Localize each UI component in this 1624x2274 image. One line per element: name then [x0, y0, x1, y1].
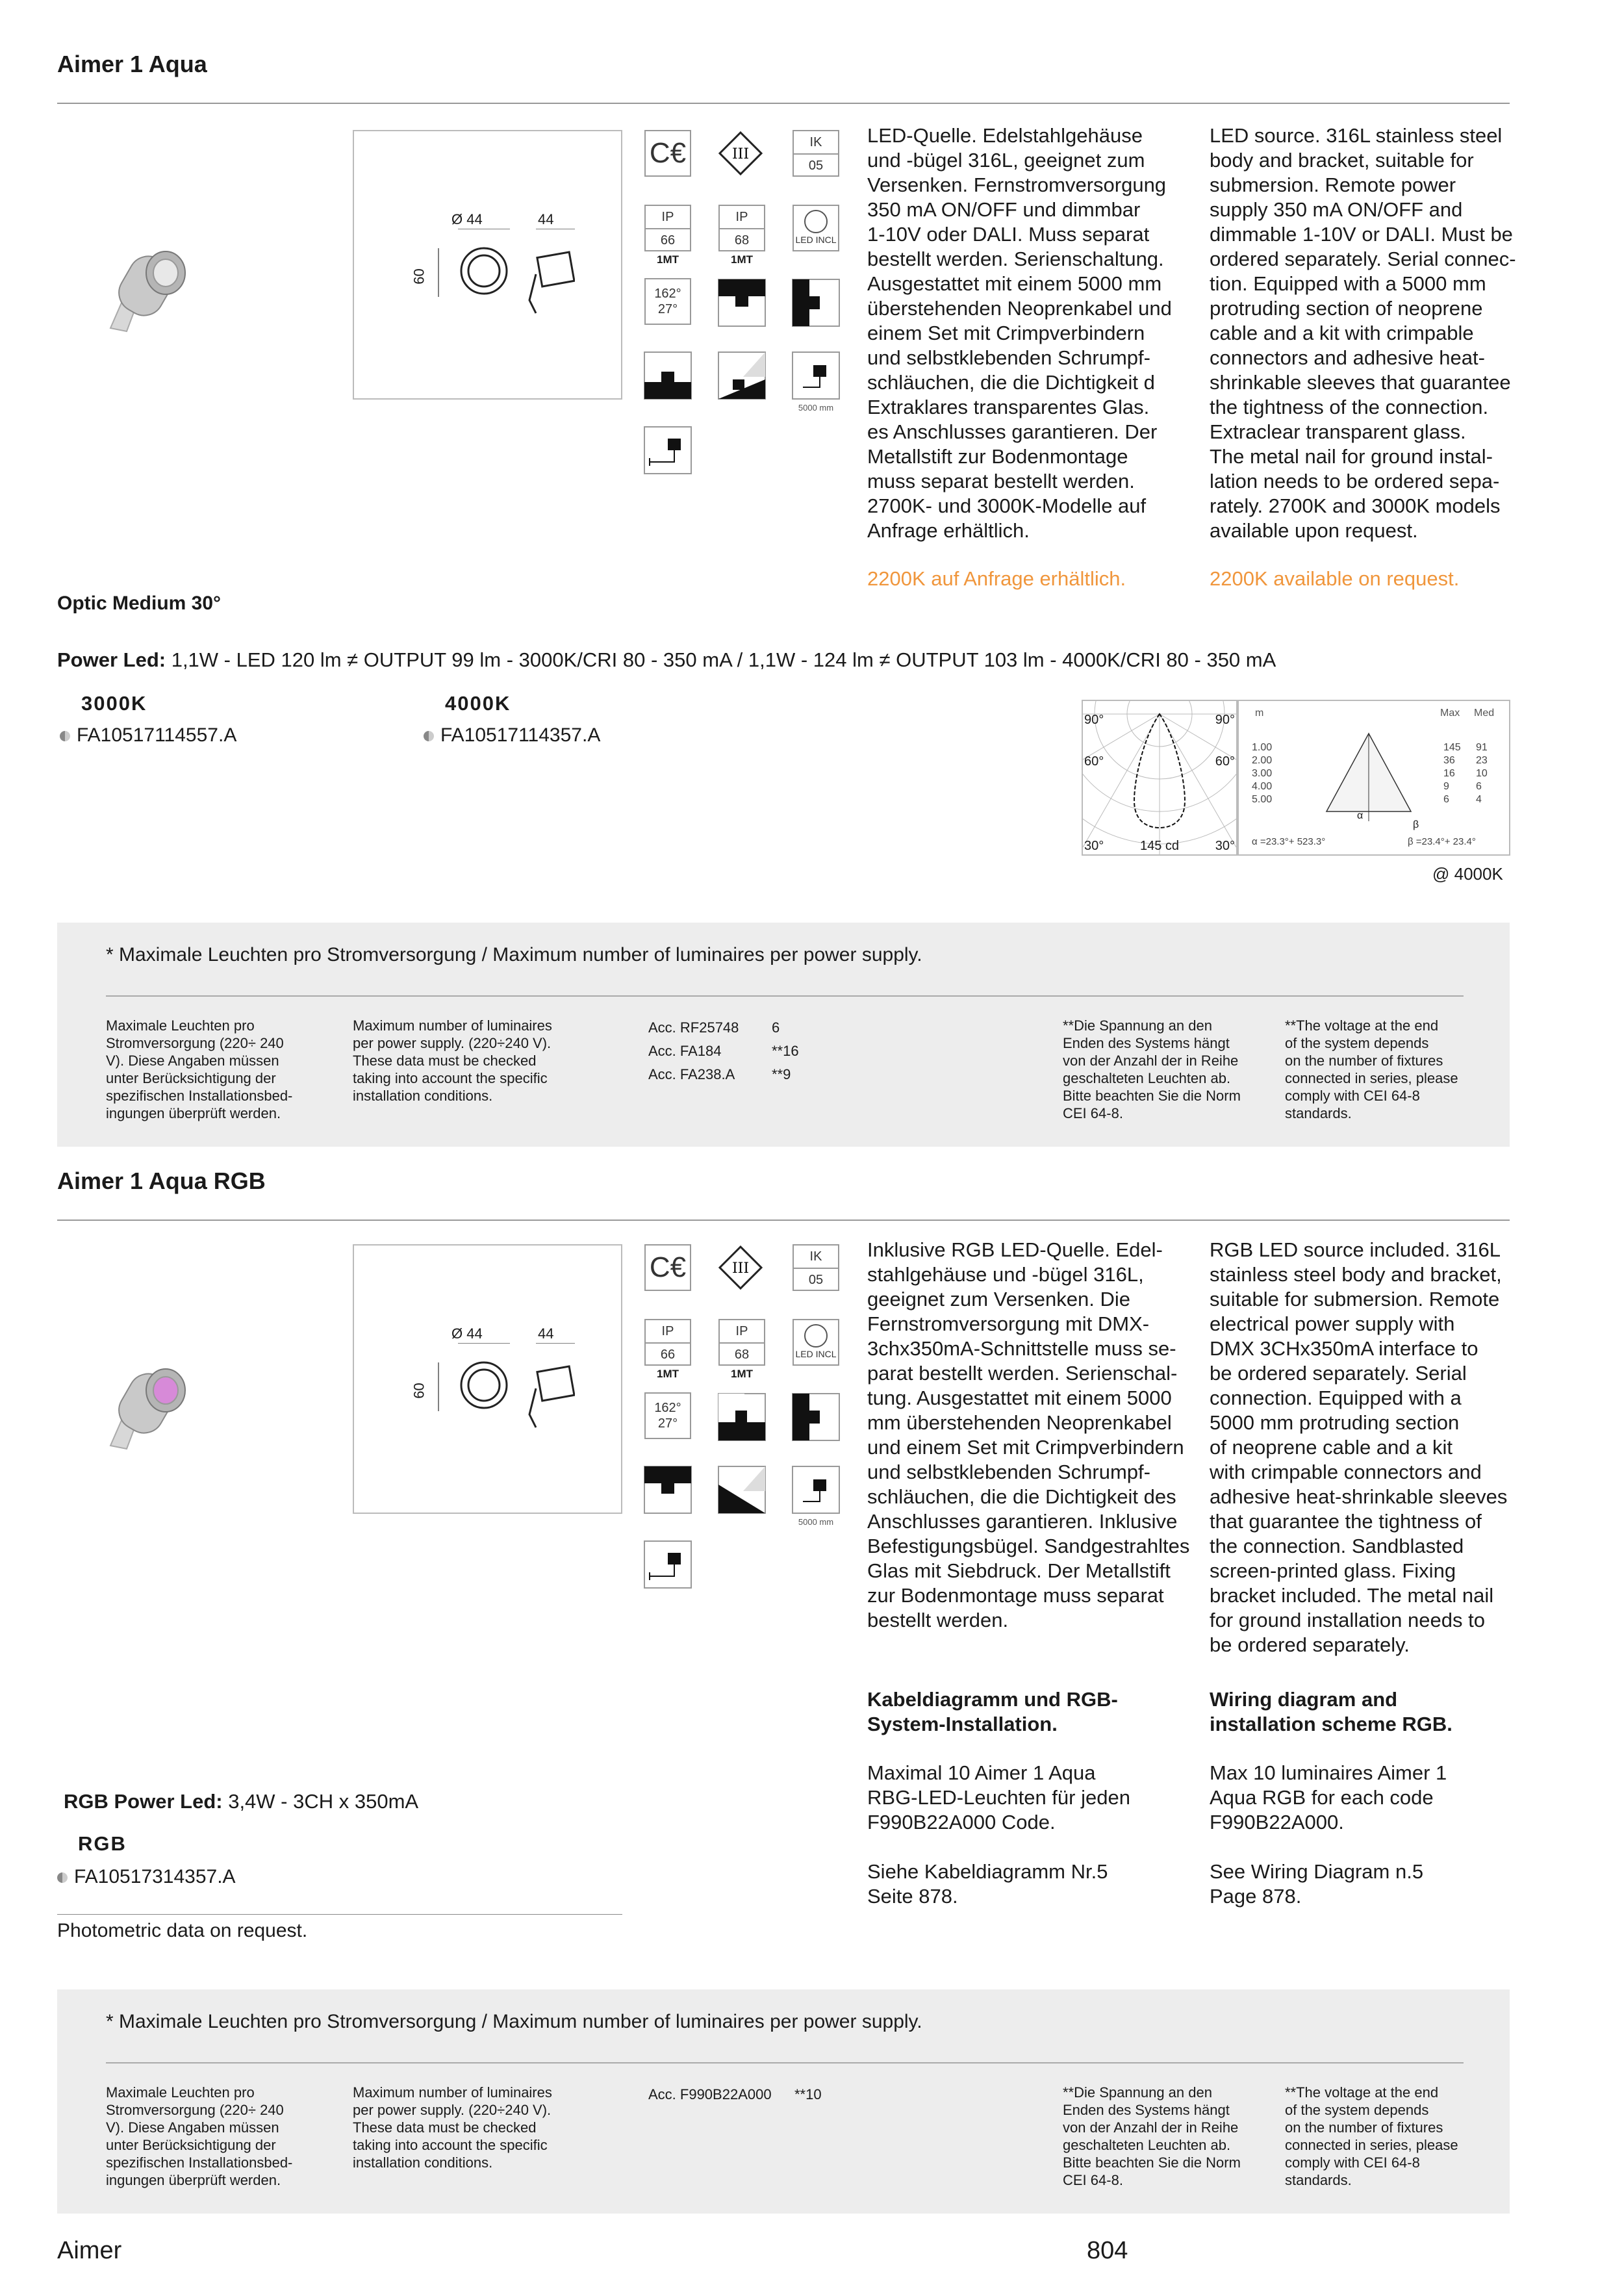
text-line: body and bracket, suitable for — [1210, 149, 1474, 172]
text-line: CEI 64-8. — [1063, 1105, 1123, 1121]
icons-grid: C€ III IK 05 IP 66 1MT IP 68 1MT LED INCL 162° 27° 5000 mm — [644, 1244, 846, 1595]
text-line: on the number of fixtures — [1285, 1053, 1443, 1069]
cone-row: 1.00 145 91 — [1252, 742, 1488, 753]
text-line: dimmable 1-10V or DALI. Must be — [1210, 223, 1513, 246]
text-line: taking into account the specific — [353, 1070, 548, 1086]
optic-label: Optic Medium 30° — [57, 593, 222, 614]
text-line: of neoprene cable and a kit — [1210, 1436, 1453, 1459]
text-line: Versenken. Fernstromversorgung — [867, 173, 1167, 196]
text-line: stainless steel body and bracket, — [1210, 1263, 1502, 1286]
text-line: mm überstehenden Neoprenkabel — [867, 1411, 1172, 1434]
beam-angle-icon: 162° 27° — [644, 278, 691, 325]
ip66-sub: 1MT — [657, 253, 679, 266]
text-line: per power supply. (220÷240 V). — [353, 2102, 552, 2118]
text-line: screen-printed glass. Fixing — [1210, 1559, 1456, 1582]
class-iii-icon — [717, 1244, 764, 1291]
text-line: cable and a kit with crimpable — [1210, 322, 1474, 344]
text-line: LED source. 316L stainless steel — [1210, 124, 1503, 147]
text-line: Anfrage erhältlich. — [867, 519, 1030, 542]
description-de — [867, 123, 1199, 543]
text-line: **Die Spannung an den — [1063, 2084, 1212, 2101]
accessory-row: Acc. F990B22A000 **10 — [648, 2086, 822, 2102]
text-line: 3chx350mA-Schnittstelle muss se- — [867, 1337, 1176, 1360]
text-line: geeignet zum Versenken. Die — [867, 1288, 1130, 1310]
text-line: unter Berücksichtigung der — [106, 1070, 276, 1086]
text-line: bestellt werden. Serienschaltung. — [867, 248, 1164, 270]
finish-icon — [60, 731, 70, 741]
text-line: of the system depends — [1285, 2102, 1429, 2118]
text-line: installation conditions. — [353, 2154, 493, 2171]
text-line: Inklusive RGB LED-Quelle. Edel- — [867, 1238, 1163, 1261]
text-line: bracket included. The metal nail — [1210, 1584, 1494, 1607]
text-line: geschalteten Leuchten ab. — [1063, 1070, 1231, 1086]
mount-ceiling-icon — [643, 1465, 692, 1514]
wiring-title-de — [867, 1687, 1118, 1737]
page-number: 804 — [1087, 2237, 1128, 2264]
power-supply-box: * Maximale Leuchten pro Stromversorgung / Maximum number of luminaires per power supply. Maximale Leuchten pro Stromversorgung (220÷ 240 V). Diese Angaben müssen unter Berücksichtigung der spezifischen Installationsbed- ingungen überprüft werden. Maximum number of luminaires per power supply. (220÷240 V). These data must be checked taking into account the specific installation conditions. Acc. F990B22A000 **10 **Die Spannung an den Enden des Systems hängt von der Anzahl der in Reihe geschalteten Leuchten ab. Bitte beachten Sie die Norm CEI 64-8. **The voltage at the end of the system depends on the number of fixtures connected in series, please comply with CEI 64-8 standards. — [57, 1989, 1510, 2214]
text-line: RBG-LED-Leuchten für jeden — [867, 1786, 1130, 1809]
text-line: for ground installation needs to — [1210, 1609, 1485, 1631]
text-line: connected in series, please — [1285, 2137, 1458, 2153]
accessory-row: Acc. FA238.A **9 — [648, 1066, 791, 1082]
product-code-rgb[interactable]: FA10517314357.A — [57, 1866, 236, 1888]
mount-spike-icon — [643, 1540, 692, 1589]
text-line: überstehenden Neoprenkabel und — [867, 297, 1172, 320]
mount-floor-icon — [643, 351, 692, 400]
text-line: 2700K- und 3000K-Modelle auf — [867, 494, 1147, 517]
text-line: connectors and adhesive heat- — [1210, 346, 1485, 369]
technical-drawing: Ø 44 44 60 — [353, 1244, 622, 1514]
text-line: Stromversorgung (220÷ 240 — [106, 1035, 284, 1051]
see-text-en — [1210, 1859, 1423, 1909]
cone-row: 2.00 36 23 — [1252, 755, 1488, 766]
text-line: Extraklares transparentes Glas. — [867, 396, 1150, 418]
mount-inclined-icon — [717, 1465, 767, 1514]
text-line: LED-Quelle. Edelstahlgehäuse — [867, 124, 1143, 147]
cable-length-icon — [791, 351, 841, 400]
text-line: Stromversorgung (220÷ 240 — [106, 2102, 284, 2118]
text-line: und einem Set mit Crimpverbindern — [867, 1436, 1184, 1459]
ip68-icon: IP 68 — [718, 205, 765, 251]
max-text-en — [1210, 1761, 1447, 1835]
text-line: DMX 3CHx350mA interface to — [1210, 1337, 1478, 1360]
product-code-4000k[interactable]: FA10517114357.A — [424, 724, 600, 747]
text-line: 350 mA ON/OFF und dimmbar — [867, 198, 1141, 221]
text-line: protruding section of neoprene — [1210, 297, 1483, 320]
text-line: einem Set mit Crimpverbindern — [867, 322, 1145, 344]
text-line: be ordered separately. — [1210, 1633, 1410, 1656]
text-line: zur Bodenmontage muss separat — [867, 1584, 1164, 1607]
cone-row: 4.00 9 6 — [1252, 781, 1482, 792]
mount-side-icon — [791, 1392, 841, 1442]
text-line: stahlgehäuse und -bügel 316L, — [867, 1263, 1144, 1286]
text-line: lation needs to be ordered sepa- — [1210, 470, 1500, 492]
mount-top-icon — [717, 278, 767, 327]
mount-spike-icon — [643, 426, 692, 475]
ip66-icon: IP 66 — [644, 1319, 691, 1366]
text-line: connected in series, please — [1285, 1070, 1458, 1086]
text-line: Bitte beachten Sie die Norm — [1063, 2154, 1241, 2171]
col-head-3000k: 3000K — [81, 692, 147, 715]
text-line: These data must be checked — [353, 2119, 537, 2136]
text-line: tion. Equipped with a 5000 mm — [1210, 272, 1486, 295]
text-line: shrinkable sleeves that guarantee — [1210, 371, 1511, 394]
text-line: taking into account the specific — [353, 2137, 548, 2153]
cone-diagram: m Max Med 1.00 145 91 2.00 36 23 3.00 16 10 4.00 9 6 5.00 6 4 α β α =23.3°+ 523.3° β =23.4°+ 23.4° — [1237, 700, 1510, 856]
text-line: The metal nail for ground instal- — [1210, 445, 1493, 468]
text-line: parat bestellt werden. Serienschal- — [867, 1362, 1178, 1385]
text-line: F990B22A000 Code. — [867, 1811, 1056, 1833]
led-included-icon: LED INCL — [793, 1319, 839, 1366]
text-line: per power supply. (220÷240 V). — [353, 1035, 552, 1051]
beam-angle-icon: 162° 27° — [644, 1392, 691, 1439]
text-line: Maximal 10 Aimer 1 Aqua — [867, 1761, 1096, 1784]
text-line: System-Installation. — [867, 1713, 1058, 1735]
text-line: See Wiring Diagram n.5 — [1210, 1860, 1424, 1883]
see-text-de — [867, 1859, 1108, 1909]
text-line: Enden des Systems hängt — [1063, 1035, 1230, 1051]
text-line: V). Diese Angaben müssen — [106, 1053, 279, 1069]
text-line: with crimpable connectors and — [1210, 1461, 1482, 1483]
cone-row: 3.00 16 10 — [1252, 768, 1488, 779]
class-iii-icon — [717, 130, 764, 177]
footer-brand: Aimer — [57, 2237, 122, 2264]
text-line: CEI 64-8. — [1063, 2172, 1123, 2188]
mount-inclined-icon — [717, 351, 767, 400]
text-line: Fernstromversorgung mit DMX- — [867, 1312, 1150, 1335]
text-line: that guarantee the tightness of — [1210, 1510, 1482, 1533]
section2-title: Aimer 1 Aqua RGB — [57, 1168, 266, 1194]
dim-diameter: Ø 44 — [451, 211, 483, 227]
text-line: ordered separately. Serial connec- — [1210, 248, 1516, 270]
accessory-row: Acc. FA184 **16 — [648, 1043, 799, 1059]
ik-rating-icon: IK 05 — [793, 130, 839, 177]
text-line: comply with CEI 64-8 — [1285, 1088, 1420, 1104]
ik-rating-icon: IK 05 — [793, 1244, 839, 1291]
icons-grid — [644, 130, 846, 481]
text-line: und -bügel 316L, geeignet zum — [867, 149, 1145, 172]
power-supply-box: * Maximale Leuchten pro Stromversorgung / Maximum number of luminaires per power supply. Maximale Leuchten pro Stromversorgung (220÷ 240 V). Diese Angaben müssen unter Berücksichtigung der spezifischen Installationsbed- ingungen überprüft werden. Maximum number of luminaires per power supply. (220÷240 V). These data must be checked taking into account the specific installation conditions. Acc. RF25748 6 Acc. FA184 **16 Acc. FA238.A **9 **Die Spannung an den Enden des Systems hängt von der Anzahl der in Reihe geschalteten Leuchten ab. Bitte beachten Sie die Norm CEI 64-8. **The voltage at the end of the system depends on the number of fixtures connected in series, please comply with CEI 64-8 standards. — [57, 923, 1510, 1147]
power-led-line: Power Led: 1,1W - LED 120 lm ≠ OUTPUT 99 lm - 3000K/CRI 80 - 350 mA / 1,1W - 124 lm ≠ OUTPUT 103 lm - 4000K/CRI 80 - 350 mA — [57, 648, 1276, 671]
text-line: Enden des Systems hängt — [1063, 2102, 1230, 2118]
text-line: Siehe Kabeldiagramm Nr.5 — [867, 1860, 1108, 1883]
text-line: spezifischen Installationsbed- — [106, 2154, 293, 2171]
text-line: Anschlusses garantieren. Inklusive — [867, 1510, 1178, 1533]
text-line: Kabeldiagramm und RGB- — [867, 1688, 1118, 1711]
text-line: 1-10V oder DALI. Muss separat — [867, 223, 1150, 246]
text-line: Maximale Leuchten pro — [106, 2084, 255, 2101]
section1-title: Aimer 1 Aqua — [57, 51, 207, 77]
text-line: standards. — [1285, 1105, 1352, 1121]
text-line: suitable for submersion. Remote — [1210, 1288, 1500, 1310]
text-line: V). Diese Angaben müssen — [106, 2119, 279, 2136]
max-text-de — [867, 1761, 1130, 1835]
text-line: von der Anzahl der in Reihe — [1063, 2119, 1239, 2136]
led-included-icon: LED INCL — [793, 205, 839, 251]
text-line: installation conditions. — [353, 1088, 493, 1104]
cable-length-icon — [791, 1465, 841, 1514]
col-head-rgb: RGB — [78, 1832, 127, 1855]
text-line: Maximum number of luminaires — [353, 2084, 552, 2101]
text-line: available upon request. — [1210, 519, 1418, 542]
text-line: installation scheme RGB. — [1210, 1713, 1453, 1735]
description-en — [1210, 123, 1521, 543]
text-line: Ausgestattet mit einem 5000 mm — [867, 272, 1162, 295]
accessory-row: Acc. RF25748 6 — [648, 1019, 780, 1036]
text-line: F990B22A000. — [1210, 1811, 1344, 1833]
ip68-sub: 1MT — [731, 253, 753, 266]
text-line: es Anschlusses garantieren. Der — [867, 420, 1158, 443]
cone-shape — [1300, 727, 1437, 824]
text-line: **Die Spannung an den — [1063, 1017, 1212, 1034]
col-head-4000k: 4000K — [445, 692, 511, 715]
cable-length-label: 5000 mm — [798, 403, 834, 413]
text-line: **The voltage at the end — [1285, 2084, 1439, 2101]
text-line: Maximum number of luminaires — [353, 1017, 552, 1034]
ip68-icon: IP 68 — [718, 1319, 765, 1366]
text-line: Extraclear transparent glass. — [1210, 420, 1466, 443]
cone-row: 5.00 6 4 — [1252, 794, 1482, 805]
dim-side: 44 — [538, 211, 554, 227]
text-line: 5000 mm protruding section — [1210, 1411, 1460, 1434]
mount-side-icon — [791, 278, 841, 327]
text-line: submersion. Remote power — [1210, 173, 1456, 196]
text-line: These data must be checked — [353, 1053, 537, 1069]
text-line: Glas mit Siebdruck. Der Metallstift — [867, 1559, 1171, 1582]
text-line: ingungen überprüft werden. — [106, 1105, 281, 1121]
text-line: spezifischen Installationsbed- — [106, 1088, 293, 1104]
text-line: von der Anzahl der in Reihe — [1063, 1053, 1239, 1069]
note-en: 2200K available on request. — [1210, 567, 1460, 590]
text-line: supply 350 mA ON/OFF and — [1210, 198, 1463, 221]
note-de: 2200K auf Anfrage erhältlich. — [867, 567, 1126, 590]
text-line: schläuchen, die die Dichtigkeit des — [867, 1485, 1176, 1508]
text-line: unter Berücksichtigung der — [106, 2137, 276, 2153]
text-line: bestellt werden. — [867, 1609, 1009, 1631]
divider — [57, 1220, 1510, 1221]
ip66-icon: IP 66 — [644, 205, 691, 251]
text-line: of the system depends — [1285, 1035, 1429, 1051]
text-line: Max 10 luminaires Aimer 1 — [1210, 1761, 1447, 1784]
drawing-lines — [425, 229, 575, 320]
rgb-power-led-line: RGB Power Led: 3,4W - 3CH x 350mA — [64, 1790, 419, 1813]
ce-icon: C€ — [644, 130, 691, 177]
svg-text:III: III — [731, 1260, 750, 1277]
text-line: Aqua RGB for each code — [1210, 1786, 1434, 1809]
ce-icon: C€ — [644, 1244, 691, 1291]
text-line: comply with CEI 64-8 — [1285, 2154, 1420, 2171]
text-line: Wiring diagram and — [1210, 1688, 1398, 1711]
text-line: rately. 2700K and 3000K models — [1210, 494, 1501, 517]
text-line: ingungen überprüft werden. — [106, 2172, 281, 2188]
text-line: **The voltage at the end — [1285, 1017, 1439, 1034]
text-line: Bitte beachten Sie die Norm — [1063, 1088, 1241, 1104]
text-line: muss separat bestellt werden. — [867, 470, 1135, 492]
finish-icon — [424, 731, 434, 741]
text-line: Seite 878. — [867, 1885, 958, 1908]
product-photo-aimer-aqua — [97, 231, 208, 341]
wiring-title-en — [1210, 1687, 1453, 1737]
divider — [57, 103, 1510, 104]
description-en — [1210, 1238, 1521, 1657]
description-de — [867, 1238, 1199, 1633]
text-line: RGB LED source included. 316L — [1210, 1238, 1501, 1261]
product-code-3000k[interactable]: FA10517114557.A — [60, 724, 236, 747]
text-line: the tightness of the connection. — [1210, 396, 1489, 418]
text-line: connection. Equipped with a — [1210, 1386, 1462, 1409]
text-line: Page 878. — [1210, 1885, 1302, 1908]
text-line: adhesive heat-shrinkable sleeves — [1210, 1485, 1508, 1508]
text-line: tung. Ausgestattet mit einem 5000 — [867, 1386, 1172, 1409]
text-line: und selbstklebenden Schrumpf- — [867, 346, 1150, 369]
text-line: standards. — [1285, 2172, 1352, 2188]
product-photo-aimer-aqua-rgb — [97, 1348, 208, 1459]
finish-icon — [57, 1872, 68, 1883]
text-line: und selbstklebenden Schrumpf- — [867, 1461, 1150, 1483]
text-line: Metallstift zur Bodenmontage — [867, 445, 1128, 468]
text-line: Befestigungsbügel. Sandgestrahltes — [867, 1535, 1190, 1557]
polar-diagram: 90° 90° 60° 60° 30° 30° 145 cd — [1082, 700, 1237, 856]
text-line: be ordered separately. Serial — [1210, 1362, 1467, 1385]
mount-top-icon — [717, 1392, 767, 1442]
svg-text:III: III — [731, 146, 750, 162]
text-line: schläuchen, die die Dichtigkeit d — [867, 371, 1155, 394]
at-4000k: @ 4000K — [1432, 864, 1503, 884]
technical-drawing — [353, 130, 622, 400]
text-line: electrical power supply with — [1210, 1312, 1455, 1335]
text-line: the connection. Sandblasted — [1210, 1535, 1464, 1557]
dim-height: 60 — [411, 268, 427, 285]
text-line: geschalteten Leuchten ab. — [1063, 2137, 1231, 2153]
text-line: on the number of fixtures — [1285, 2119, 1443, 2136]
text-line: Maximale Leuchten pro — [106, 1017, 255, 1034]
photometric-note: Photometric data on request. — [57, 1920, 308, 1941]
